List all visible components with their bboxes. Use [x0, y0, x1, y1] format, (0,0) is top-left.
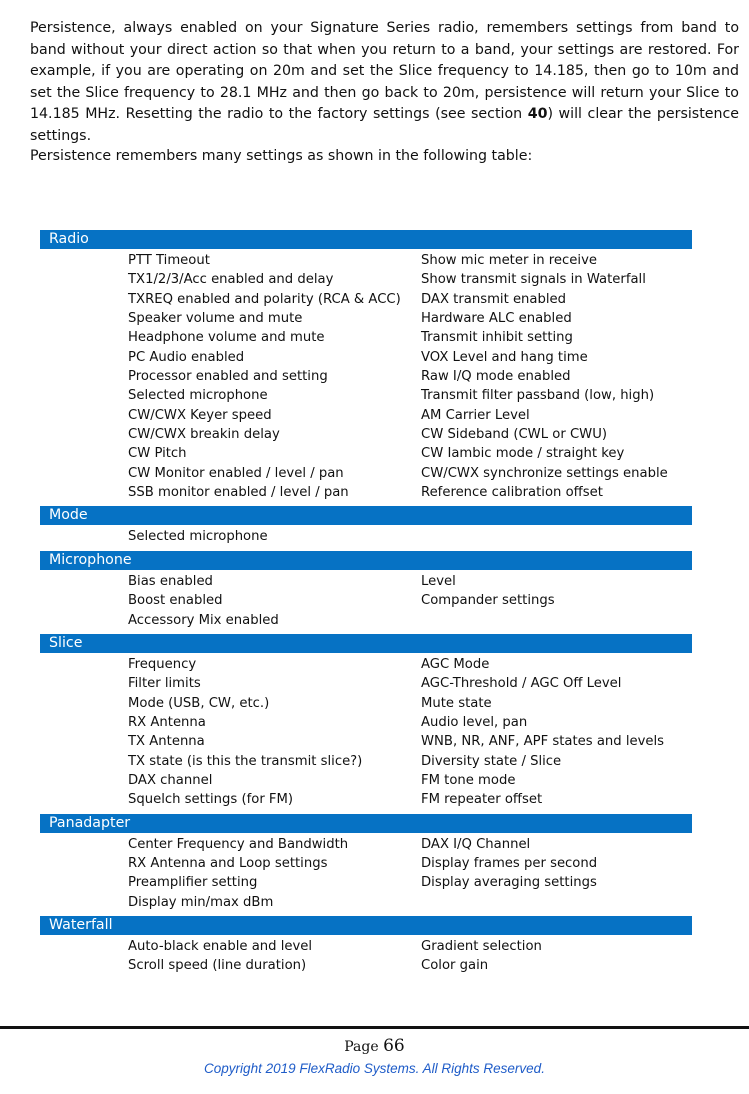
section-header-waterfall: Waterfall [40, 916, 692, 935]
table-row [40, 270, 692, 289]
table-row [40, 464, 692, 483]
setting-right: VOX Level and hang time [421, 349, 588, 365]
setting-left: TXREQ enabled and polarity (RCA & ACC) [128, 291, 401, 307]
setting-right: Hardware ALC enabled [421, 311, 572, 327]
setting-left: TX1/2/3/Acc enabled and delay [128, 272, 334, 288]
setting-right: Transmit filter passband (low, high) [421, 388, 655, 404]
setting-right: AGC-Threshold / AGC Off Level [421, 676, 622, 692]
setting-left: DAX channel [128, 772, 213, 788]
setting-right: Compander settings [421, 593, 555, 609]
table-row [40, 591, 692, 610]
table-row [40, 674, 692, 693]
table-row [40, 893, 692, 912]
setting-left: Mode (USB, CW, etc.) [128, 695, 270, 711]
setting-right: Display averaging settings [421, 875, 597, 891]
table-row [40, 444, 692, 463]
intro-text-1: Persistence, always enabled on your Signature Series radio, remembers settings from band to band without your direct action so that when you return to a band, your settings are restored. For example, if you are operating on 20m and set the Slice frequency to 14.185, then go to 10m and set the Slice frequency to 28.1 MHz and then go back to 20m, persistence will return your Slice to 14.185 MHz. Resetting the radio to the factory settings (see section [30, 20, 739, 122]
setting-right: Audio level, pan [421, 714, 528, 730]
setting-right: DAX I/Q Channel [421, 836, 531, 852]
section-rows [40, 249, 692, 506]
section-header-radio: Radio [40, 230, 692, 249]
table-row [40, 873, 692, 892]
setting-left: Accessory Mix enabled [128, 612, 279, 628]
setting-right: Mute state [421, 695, 492, 711]
setting-right: Display frames per second [421, 855, 598, 871]
section-rows [40, 525, 692, 550]
setting-left: CW Monitor enabled / level / pan [128, 465, 344, 481]
setting-left: RX Antenna [128, 714, 206, 730]
setting-left: TX Antenna [128, 734, 205, 750]
page-number [0, 1036, 749, 1056]
setting-left: TX state (is this the transmit slice?) [128, 753, 363, 769]
table-row [40, 956, 692, 975]
table-lead-text: Persistence remembers many settings as shown in the following table: [30, 148, 533, 164]
setting-left: Scroll speed (line duration) [128, 958, 307, 974]
setting-right: CW/CWX synchronize settings enable [421, 465, 668, 481]
setting-left: Headphone volume and mute [128, 330, 325, 346]
intro-paragraph [30, 18, 739, 147]
setting-left: Frequency [128, 656, 197, 672]
table-row [40, 309, 692, 328]
setting-right: Raw I/Q mode enabled [421, 369, 571, 385]
table-row [40, 572, 692, 591]
setting-right: Gradient selection [421, 938, 542, 954]
setting-right: AGC Mode [421, 656, 490, 672]
copyright-notice: Copyright 2019 FlexRadio Systems. All Rights Reserved. [204, 1061, 545, 1076]
table-row [40, 655, 692, 674]
section-rows [40, 570, 692, 634]
setting-left: CW/CWX Keyer speed [128, 407, 272, 423]
table-row [40, 425, 692, 444]
table-row [40, 348, 692, 367]
table-row [40, 937, 692, 956]
setting-left: Center Frequency and Bandwidth [128, 836, 349, 852]
setting-left: RX Antenna and Loop settings [128, 855, 328, 871]
setting-left: Squelch settings (for FM) [128, 792, 294, 808]
section-header-mode: Mode [40, 506, 692, 525]
table-row [40, 694, 692, 713]
setting-right: Show mic meter in receive [421, 253, 597, 268]
section-rows [40, 653, 692, 814]
setting-right: Color gain [421, 958, 489, 974]
setting-left: Processor enabled and setting [128, 369, 328, 385]
setting-right: DAX transmit enabled [421, 291, 567, 307]
setting-left: Boost enabled [128, 593, 223, 609]
table-row [40, 854, 692, 873]
setting-left: Selected microphone [128, 388, 268, 404]
intro-text-2: ) will clear the persistence settings. [30, 106, 740, 144]
setting-left: Preamplifier setting [128, 875, 258, 891]
table-row [40, 386, 692, 405]
table-row [40, 527, 692, 546]
setting-left: SSB monitor enabled / level / pan [128, 485, 349, 501]
table-row [40, 251, 692, 270]
setting-right: Reference calibration offset [421, 485, 603, 501]
setting-left: CW Pitch [128, 446, 187, 462]
table-row [40, 771, 692, 790]
section-rows [40, 935, 692, 980]
setting-left: PTT Timeout [128, 253, 210, 268]
setting-right: AM Carrier Level [421, 407, 530, 423]
setting-right: WNB, NR, ANF, APF states and levels [421, 734, 665, 750]
setting-right: FM repeater offset [421, 792, 543, 808]
setting-left: Bias enabled [128, 573, 213, 589]
section-header-microphone: Microphone [40, 551, 692, 570]
setting-left: Speaker volume and mute [128, 311, 303, 327]
table-row [40, 290, 692, 309]
setting-left: CW/CWX breakin delay [128, 427, 280, 443]
setting-right: Level [421, 573, 456, 589]
table-row [40, 835, 692, 854]
setting-right: CW Iambic mode / straight key [421, 446, 625, 462]
setting-left: Selected microphone [128, 529, 268, 545]
table-row [40, 611, 692, 630]
page-number-value: 66 [383, 1036, 405, 1056]
setting-left: Display min/max dBm [128, 894, 274, 910]
section-header-slice: Slice [40, 634, 692, 653]
setting-left: PC Audio enabled [128, 349, 245, 365]
section-rows [40, 833, 692, 916]
setting-right: FM tone mode [421, 772, 516, 788]
section-header-panadapter: Panadapter [40, 814, 692, 833]
table-row [40, 328, 692, 347]
table-row [40, 790, 692, 809]
table-row [40, 713, 692, 732]
table-row [40, 732, 692, 751]
section-ref[interactable]: 40 [527, 106, 548, 122]
table-row [40, 367, 692, 386]
footer-divider [0, 1026, 749, 1029]
table-row [40, 406, 692, 425]
persistence-table [40, 230, 692, 980]
setting-left: Auto-black enable and level [128, 938, 313, 954]
table-row [40, 483, 692, 502]
setting-right: Diversity state / Slice [421, 753, 562, 769]
setting-right: Transmit inhibit setting [421, 330, 573, 346]
setting-left: Filter limits [128, 676, 201, 692]
page-label: Page [344, 1039, 379, 1055]
setting-right: Show transmit signals in Waterfall [421, 272, 646, 288]
setting-right: CW Sideband (CWL or CWU) [421, 427, 607, 443]
table-row [40, 752, 692, 771]
